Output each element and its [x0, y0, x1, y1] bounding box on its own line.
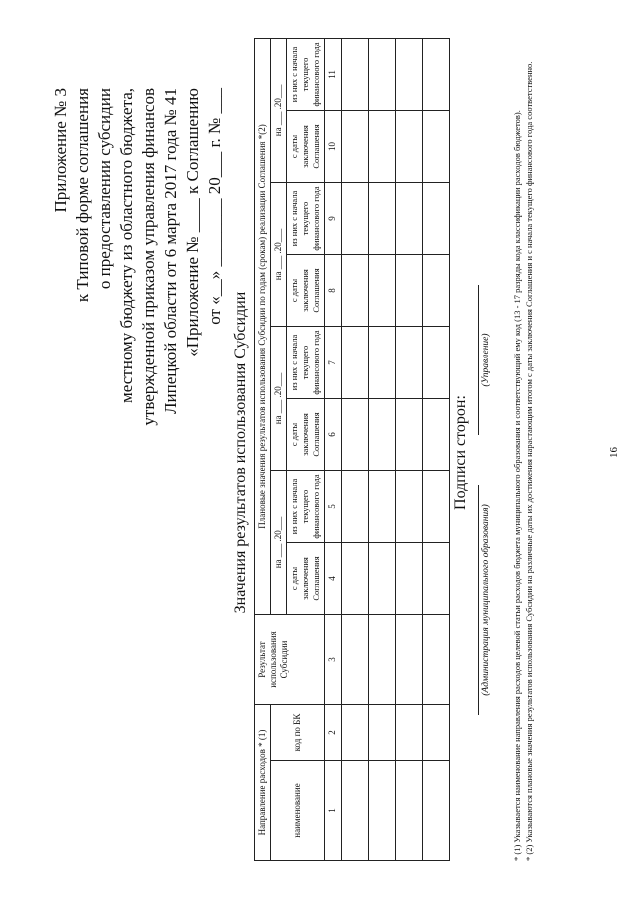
header-from-year: из них с начала текущего финансового года	[287, 38, 325, 110]
header-from-date: с даты заключения Соглашения	[287, 399, 325, 471]
appendix-line: Приложение № 3	[51, 88, 70, 213]
col-number: 3	[325, 615, 342, 705]
header-planned: Плановые значения результатов использования Субсидии по годам (срокам) реализации Соглашения *(2)	[255, 38, 271, 614]
table-cell	[342, 111, 369, 183]
col-number: 8	[325, 255, 342, 327]
table-cell	[423, 399, 450, 471]
header-period-2: на ___ .20___	[271, 327, 287, 471]
header-from-year: из них с начала текущего финансового года	[287, 183, 325, 255]
table-cell	[369, 761, 396, 861]
table-cell	[342, 327, 369, 399]
header-name: наименование	[271, 761, 325, 861]
appendix-line: о предоставлении субсидии	[95, 88, 114, 290]
header-result: Результат использования Субсидии	[255, 615, 325, 705]
table-cell	[396, 761, 423, 861]
col-number: 10	[325, 111, 342, 183]
header-from-year: из них с начала текущего финансового года	[287, 327, 325, 399]
col-number: 2	[325, 705, 342, 761]
page-title: Значения результатов использования Субсидии	[232, 291, 249, 614]
header-period-3: на ___ .20___	[271, 183, 287, 327]
footnote: * (2) Указываются плановые значения результатов использования Субсидии на различные даты их достижения нарастающим итогом с даты заключения Соглашения и с начала текущего финансового года соответственно.	[524, 61, 534, 861]
col-number: 5	[325, 471, 342, 543]
table-cell	[396, 38, 423, 110]
table-cell	[342, 183, 369, 255]
table-cell	[369, 399, 396, 471]
footnote: * (1) Указывается наименование направления расходов целевой статьи расходов бюджета муниципального образования и соответствующий ему код (13 - 17 разряды кода классификации расходов бюджетов).	[512, 110, 522, 861]
table-cell	[396, 183, 423, 255]
table-cell	[369, 111, 396, 183]
table-cell	[396, 705, 423, 761]
table-cell	[396, 471, 423, 543]
table-cell	[423, 38, 450, 110]
table-cell	[396, 399, 423, 471]
header-from-year: из них с начала текущего финансового года	[287, 471, 325, 543]
table-row	[342, 38, 369, 860]
signature-right	[478, 285, 491, 435]
table-cell	[369, 183, 396, 255]
table-cell	[423, 183, 450, 255]
signature-left	[478, 485, 491, 715]
table-cell	[423, 705, 450, 761]
page-number: 16	[608, 447, 620, 458]
table-cell	[423, 255, 450, 327]
table-row	[396, 38, 423, 860]
appendix-line: местному бюджету из областного бюджета,	[117, 88, 136, 403]
table-cell	[342, 38, 369, 110]
table-cell	[396, 543, 423, 615]
appendix-line: от «__» ________ 20___ г. № ___	[205, 88, 224, 325]
appendix-line: «Приложение № ____ к Соглашению	[183, 88, 202, 357]
table-cell	[369, 543, 396, 615]
header-from-date: с даты заключения Соглашения	[287, 111, 325, 183]
table-cell	[423, 327, 450, 399]
table-cell	[423, 471, 450, 543]
table-row	[369, 38, 396, 860]
col-number: 9	[325, 183, 342, 255]
table-cell	[369, 255, 396, 327]
table-cell	[396, 327, 423, 399]
results-table	[254, 38, 450, 861]
signatures-title: Подписи сторон:	[452, 395, 469, 510]
appendix-line: к Типовой форме соглашения	[73, 88, 92, 303]
appendix-line: Липецкой области от 6 марта 2017 года № 41	[161, 88, 180, 415]
table-cell	[369, 471, 396, 543]
table-cell	[423, 615, 450, 705]
table-cell	[423, 111, 450, 183]
table-row	[423, 38, 450, 860]
col-number: 11	[325, 38, 342, 110]
header-from-date: с даты заключения Соглашения	[287, 543, 325, 615]
table-cell	[342, 615, 369, 705]
table-cell	[423, 761, 450, 861]
table-cell	[396, 615, 423, 705]
table-cell	[369, 38, 396, 110]
appendix-line: утвержденной приказом управления финансов	[139, 88, 158, 426]
table-cell	[342, 471, 369, 543]
appendix-header	[50, 88, 226, 518]
header-direction: Направление расходов * (1)	[255, 705, 271, 861]
header-code: код по БК	[271, 705, 325, 761]
header-period-1: на ___ .20___	[271, 471, 287, 615]
table-cell	[342, 255, 369, 327]
table-cell	[396, 255, 423, 327]
signature-right-label: (Управление)	[478, 285, 491, 435]
col-number: 4	[325, 543, 342, 615]
signature-left-label: (Администрация муниципального образования)	[478, 485, 491, 715]
table-cell	[423, 543, 450, 615]
col-number: 1	[325, 761, 342, 861]
table-cell	[342, 705, 369, 761]
table-cell	[369, 327, 396, 399]
table-cell	[342, 761, 369, 861]
table-cell	[369, 615, 396, 705]
col-number: 7	[325, 327, 342, 399]
header-period-4: на ___ .20___	[271, 38, 287, 182]
table-cell	[342, 399, 369, 471]
footnotes	[512, 31, 536, 861]
table-cell	[342, 543, 369, 615]
table-cell	[369, 705, 396, 761]
table-cell	[396, 111, 423, 183]
col-number: 6	[325, 399, 342, 471]
header-from-date: с даты заключения Соглашения	[287, 255, 325, 327]
